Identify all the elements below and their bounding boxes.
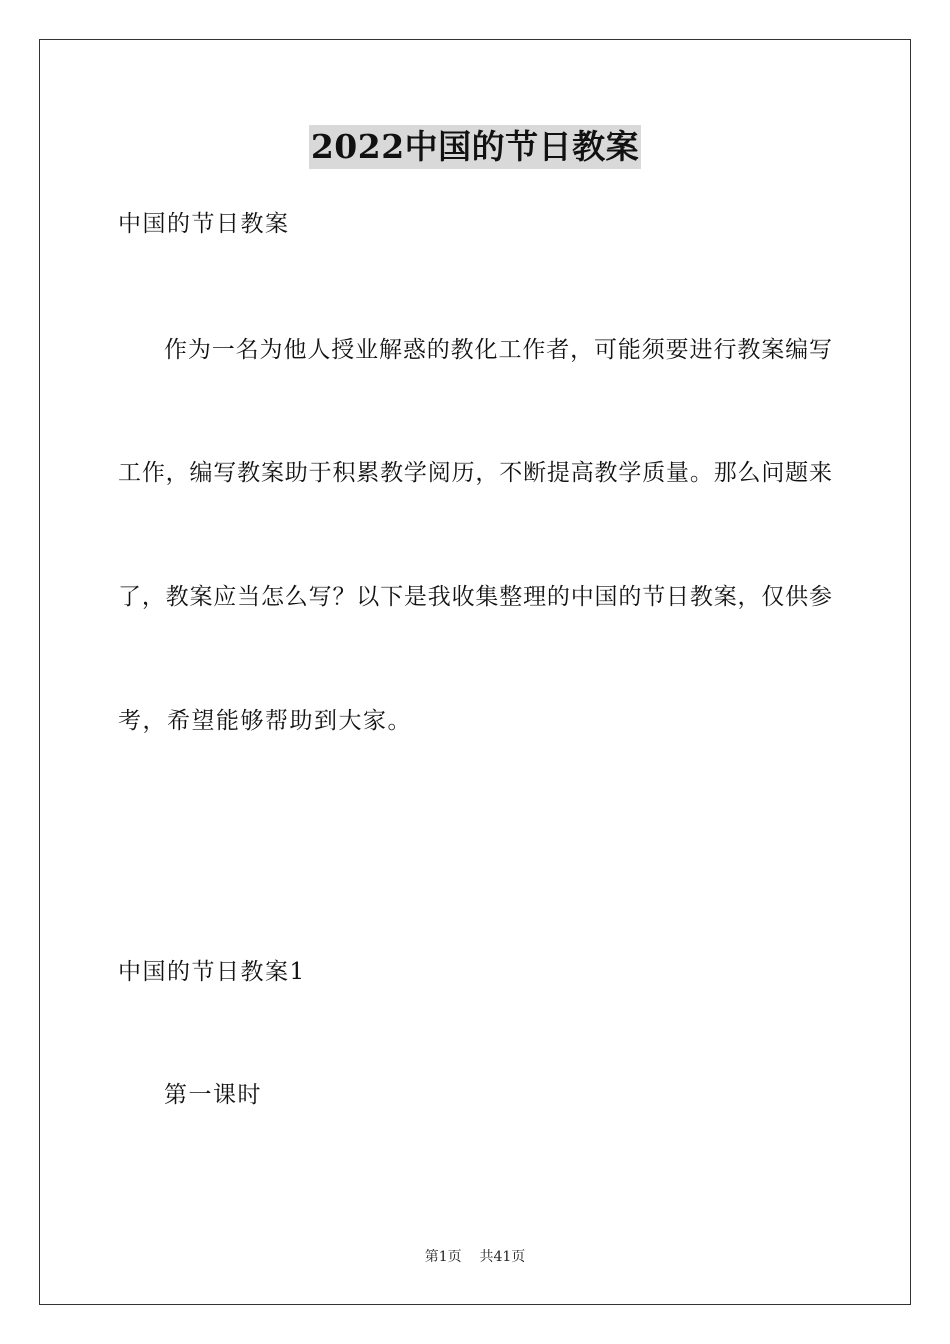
section-heading: 中国的节日教案1	[118, 959, 306, 985]
footer-total-pages: 共41页	[479, 1249, 526, 1265]
intro-line-2: 工作，编写教案助于积累教学阅历，不断提高教学质量。那么问题来	[118, 460, 832, 486]
document-title: 2022中国的节日教案	[309, 125, 641, 169]
page-footer	[0, 1248, 950, 1266]
document-subtitle: 中国的节日教案	[118, 211, 290, 237]
footer-page-number: 第1页	[424, 1249, 462, 1265]
intro-line-4: 考，希望能够帮助到大家。	[118, 708, 412, 734]
title-container	[0, 125, 950, 169]
intro-line-3: 了，教案应当怎么写？以下是我收集整理的中国的节日教案，仅供参	[118, 584, 832, 610]
intro-line-1: 作为一名为他人授业解惑的教化工作者，可能须要进行教案编写	[164, 337, 832, 363]
lesson-label: 第一课时	[164, 1082, 262, 1108]
